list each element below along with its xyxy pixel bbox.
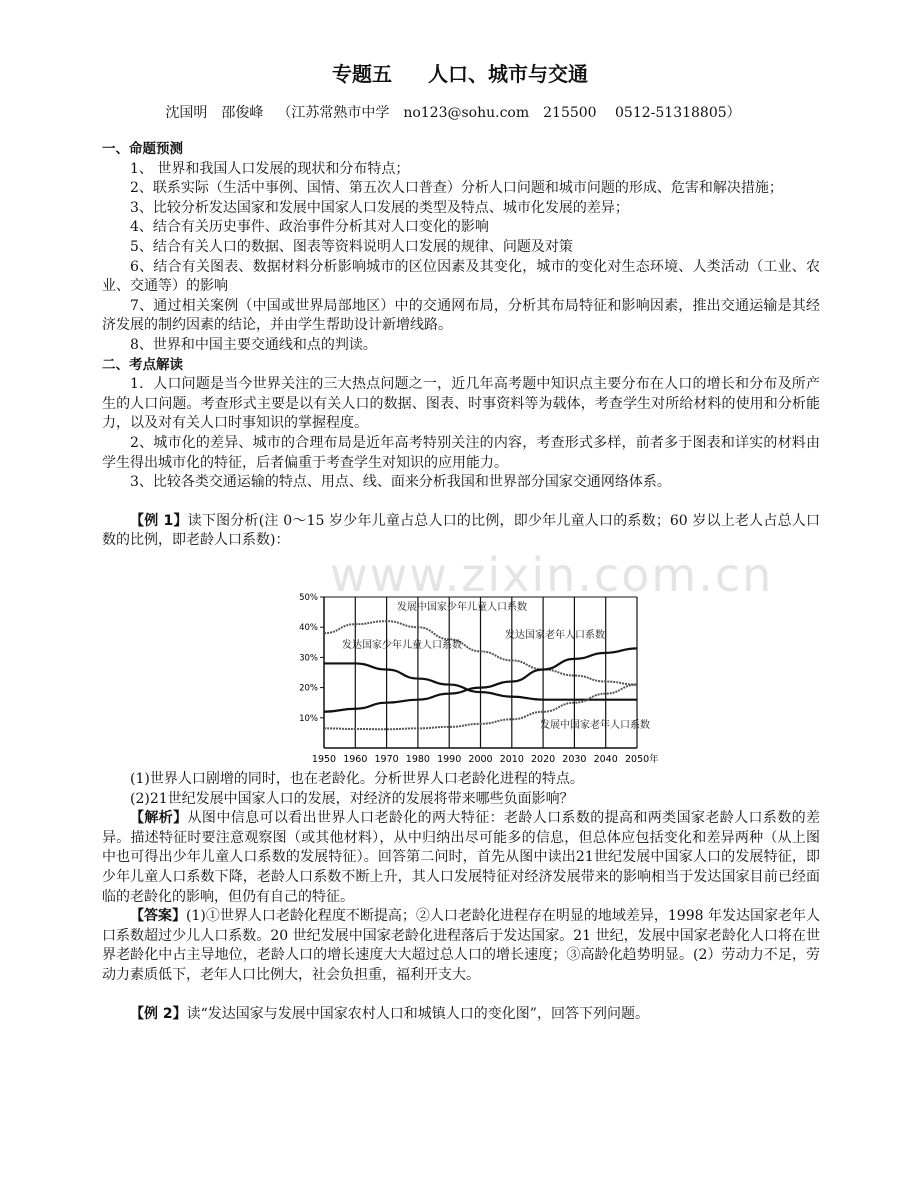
list-item: 1．人口问题是当今世界关注的三大热点问题之一，近几年高考题中知识点主要分布在人口的增长和分布及所产生的人口问题。考查形式主要是以有关人口的数据、图表、时事资料等为载体，考查学生对所给材料的使用和分析能力，以及对有关人口时事知识的掌握程度。	[102, 376, 820, 432]
title-part2: 人口、城市与交通	[428, 62, 588, 86]
author-info: （江苏常熟市中学 no123@sohu.com 215500 0512-51318805）	[277, 105, 741, 121]
question-2: (2)21世纪发展中国家人口的发展，对经济的发展将带来哪些负面影响？	[130, 790, 574, 807]
list-item: 8、世界和中国主要交通线和点的判读。	[130, 336, 377, 353]
list-item: 2、城市化的差异、城市的合理布局是近年高考特别关注的内容，考查形式多样，前者多于图表和详实的材料由学生得出城市化的特征，后者偏重于考查学生对知识的应用能力。	[102, 434, 820, 471]
x-tick-label: 1980	[405, 754, 430, 765]
example-label: 【例 1】	[130, 512, 188, 529]
example-label: 【例 2】	[130, 1005, 187, 1022]
title-part1: 专题五	[332, 62, 392, 86]
y-tick-label: 20%	[299, 683, 318, 694]
list-item: 4、结合有关历史事件、政治事件分析其对人口变化的影响	[130, 219, 489, 236]
section-1-list	[102, 160, 820, 356]
y-tick-label: 30%	[299, 653, 318, 664]
x-tick-label: 1970	[374, 754, 399, 765]
answer-text: (1)①世界人口老龄化程度不断提高；②人口老龄化进程存在明显的地域差异，1998 年发达国家老年人口系数超过少儿人口系数。20 世纪发展中国家老龄化进程落后于发达国家。21 世纪，发展中国家老龄化人口将在世界老龄化中占主导地位，老龄人口的增长速度大大超过总人口的增长速度；③高龄化趋势明显。(2）劳动力不足，劳动力素质低下，老年人口比例大，社会负担重，福利开支大。	[102, 908, 820, 983]
example-1-intro	[102, 512, 820, 551]
author-1: 沈国明	[165, 105, 208, 121]
x-tick-label: 2050年	[625, 754, 659, 765]
watermark: www.zixin.com.cn	[330, 548, 774, 602]
example-text: 读“发达国家与发展中国家农村人口和城镇人口的变化图”，回答下列问题。	[186, 1005, 649, 1022]
y-tick-label: 40%	[299, 623, 318, 634]
analysis-label: 【解析】	[130, 810, 188, 827]
authors	[0, 102, 920, 122]
list-item: 3、比较分析发达国家和发展中国家人口发展的类型及特点、城市化发展的差异；	[130, 199, 629, 216]
list-item: 7、通过相关案例（中国或世界局部地区）中的交通网布局，分析其布局特征和影响因素，推出交通运输是其经济发展的制约因素的结论，并由学生帮助设计新增线路。	[102, 297, 820, 334]
question-1: (1)世界人口剧增的同时，也在老龄化。分析世界人口老龄化进程的特点。	[130, 771, 584, 787]
body-section-1	[102, 140, 820, 551]
section-2-list	[102, 375, 820, 493]
body-section-2	[102, 770, 820, 1024]
y-tick-label: 10%	[299, 713, 318, 724]
page-title	[0, 58, 920, 87]
x-tick-label: 2020	[531, 754, 556, 765]
list-item: 2、联系实际（生活中事例、国情、第五次人口普查）分析人口问题和城市问题的形成、危害和解决措施；	[130, 180, 783, 197]
author-2: 邵俊峰	[221, 105, 264, 121]
population-chart	[292, 588, 662, 770]
series-label: 发展中国家老年人口系数	[540, 720, 650, 731]
x-tick-label: 2010	[499, 754, 524, 765]
list-item: 3、比较各类交通运输的特点、用点、线、面来分析我国和世界部分国家交通网络体系。	[130, 474, 671, 491]
analysis-text: 从图中信息可以看出世界人口老龄化的两大特征：老龄人口系数的提高和两类国家老龄人口系数的差异。描述特征时要注意观察图（或其他材料），从中归纳出尽可能多的信息，但总体应包括变化和差异两种（从上图中也可得出少年儿童人口系数的发展特征）。回答第二问时，首先从图中读出21世纪发展中国家人口的发展特征，即少年儿童人口系数下降，老龄人口系数不断上升，其人口发展特征对经济发展带来的影响相当于发达国家目前已经面临的老龄化的影响，但仍有自己的特征。	[102, 810, 821, 905]
series-label: 发达国家少年儿童人口系数	[342, 640, 462, 651]
x-tick-label: 2000	[468, 754, 493, 765]
analysis	[102, 809, 820, 907]
section-heading: 二、考点解读	[102, 356, 183, 373]
list-item: 6、结合有关图表、数据材料分析影响城市的区位因素及其变化，城市的变化对生态环境、人类活动（工业、农业、交通等）的影响	[102, 258, 820, 295]
section-heading: 一、命题预测	[102, 141, 183, 157]
series-label: 发展中国家少年儿童人口系数	[397, 602, 527, 613]
x-tick-label: 2030	[562, 754, 587, 765]
answer	[102, 907, 820, 985]
x-tick-label: 1950	[311, 754, 337, 765]
answer-label: 【答案】	[130, 908, 187, 925]
series-label: 发达国家老年人口系数	[505, 630, 605, 641]
example-2-intro	[102, 1005, 820, 1025]
x-tick-label: 1960	[343, 754, 368, 765]
x-tick-label: 2040	[593, 754, 618, 765]
x-tick-label: 1990	[437, 754, 462, 765]
example-text: 读下图分析(注 0～15 岁少年儿童占总人口的比例，即少年儿童人口的系数；60 岁以上老人占总人口数的比例，即老龄人口系数)：	[102, 512, 820, 549]
list-item: 5、结合有关人口的数据、图表等资料说明人口发展的规律、问题及对策	[130, 238, 573, 255]
list-item: 1、 世界和我国人口发展的现状和分布特点；	[130, 160, 410, 177]
y-tick-label: 50%	[299, 593, 318, 603]
